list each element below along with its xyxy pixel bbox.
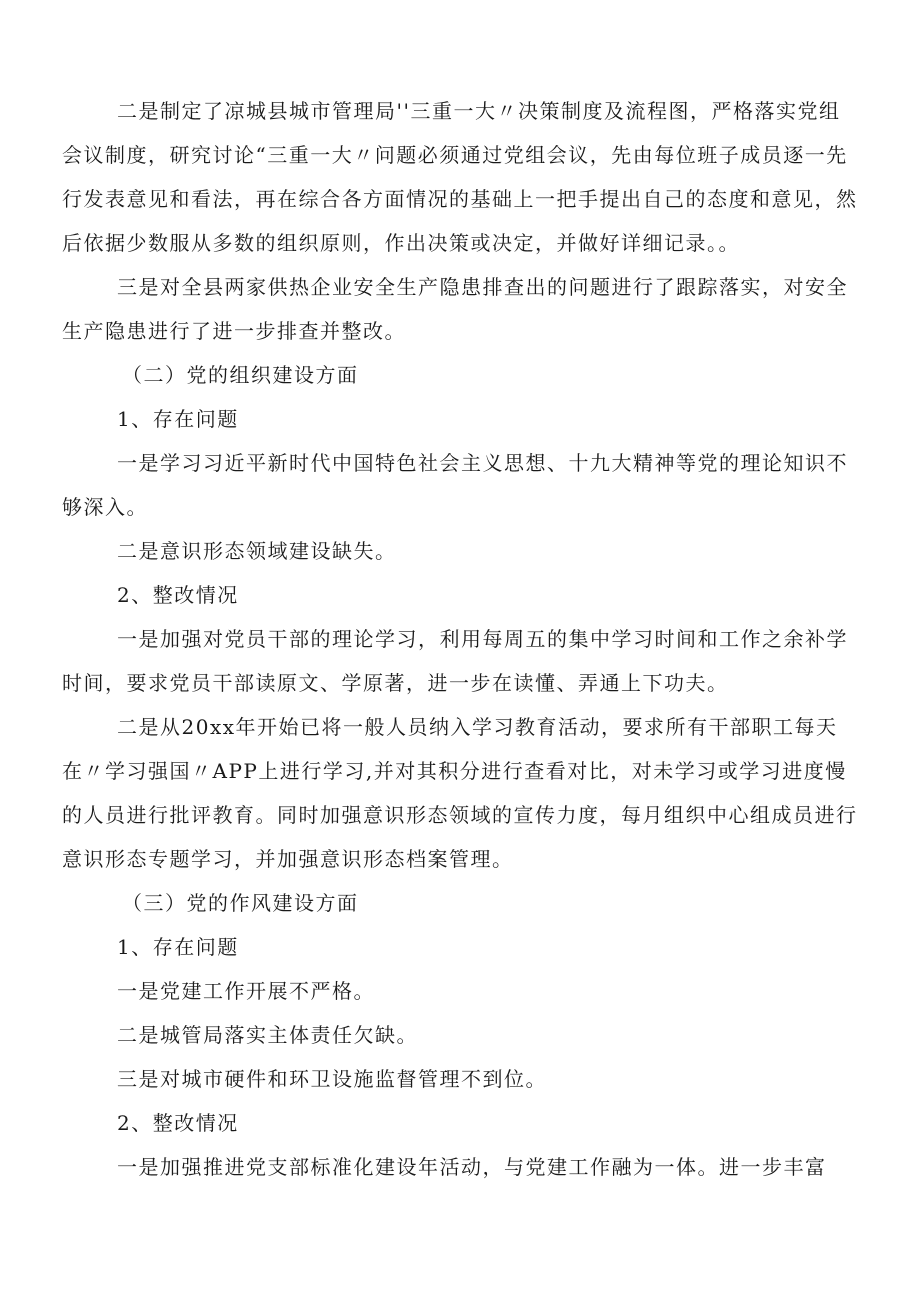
- paragraph-line: 时间，要求党员干部读原文、学原著，进一步在读懂、弄通上下功夫。: [62, 671, 729, 695]
- paragraph-line: 一是党建工作开展不严格。: [117, 979, 375, 1003]
- paragraph-line: 一是加强对党员干部的理论学习，利用每周五的集中学习时间和工作之余补学: [117, 627, 848, 651]
- subsection-heading: 2、整改情况: [117, 1111, 239, 1135]
- paragraph-line: 会议制度，研究讨论“三重一大〃问题必须通过党组会议，先由每位班子成员逐一先: [62, 143, 848, 167]
- paragraph-line: 生产隐患进行了进一步排查并整改。: [62, 319, 406, 343]
- paragraph-line: 一是加强推进党支部标准化建设年活动，与党建工作融为一体。进一步丰富: [117, 1155, 827, 1179]
- paragraph-line: 三是对城市硬件和环卫设施监督管理不到位。: [117, 1067, 547, 1091]
- subsection-heading: 2、整改情况: [117, 583, 239, 607]
- paragraph-line: 二是从20xx年开始已将一般人员纳入学习教育活动，要求所有干部职工每天: [117, 715, 838, 739]
- paragraph-line: 后依据少数服从多数的组织原则，作出决策或决定，并做好详细记录。。: [62, 231, 740, 255]
- section-heading: （三）党的作风建设方面: [122, 891, 359, 915]
- paragraph-line: 三是对全县两家供热企业安全生产隐患排查出的问题进行了跟踪落实，对安全: [117, 275, 848, 299]
- paragraph-line: 在〃学习强国〃APP上进行学习,并对其积分进行查看对比，对未学习或学习进度慢: [62, 759, 847, 783]
- paragraph-line: 二是制定了凉城县城市管理局''三重一大〃决策制度及流程图，严格落实党组: [117, 99, 841, 123]
- subsection-heading: 1、存在问题: [117, 935, 239, 959]
- paragraph-line: 一是学习习近平新时代中国特色社会主义思想、十九大精神等党的理论知识不: [117, 451, 848, 475]
- paragraph-line: 二是意识形态领域建设缺失。: [117, 539, 397, 563]
- section-heading: （二）党的组织建设方面: [122, 363, 359, 387]
- subsection-heading: 1、存在问题: [117, 407, 239, 431]
- paragraph-line: 够深入。: [62, 495, 148, 519]
- paragraph-line: 的人员进行批评教育。同时加强意识形态领域的宣传力度，每月组织中心组成员进行: [62, 803, 858, 827]
- paragraph-line: 二是城管局落实主体责任欠缺。: [117, 1023, 418, 1047]
- paragraph-line: 行发表意见和看法，再在综合各方面情况的基础上一把手提出自己的态度和意见，然: [62, 187, 858, 211]
- paragraph-line: 意识形态专题学习，并加强意识形态档案管理。: [62, 847, 514, 871]
